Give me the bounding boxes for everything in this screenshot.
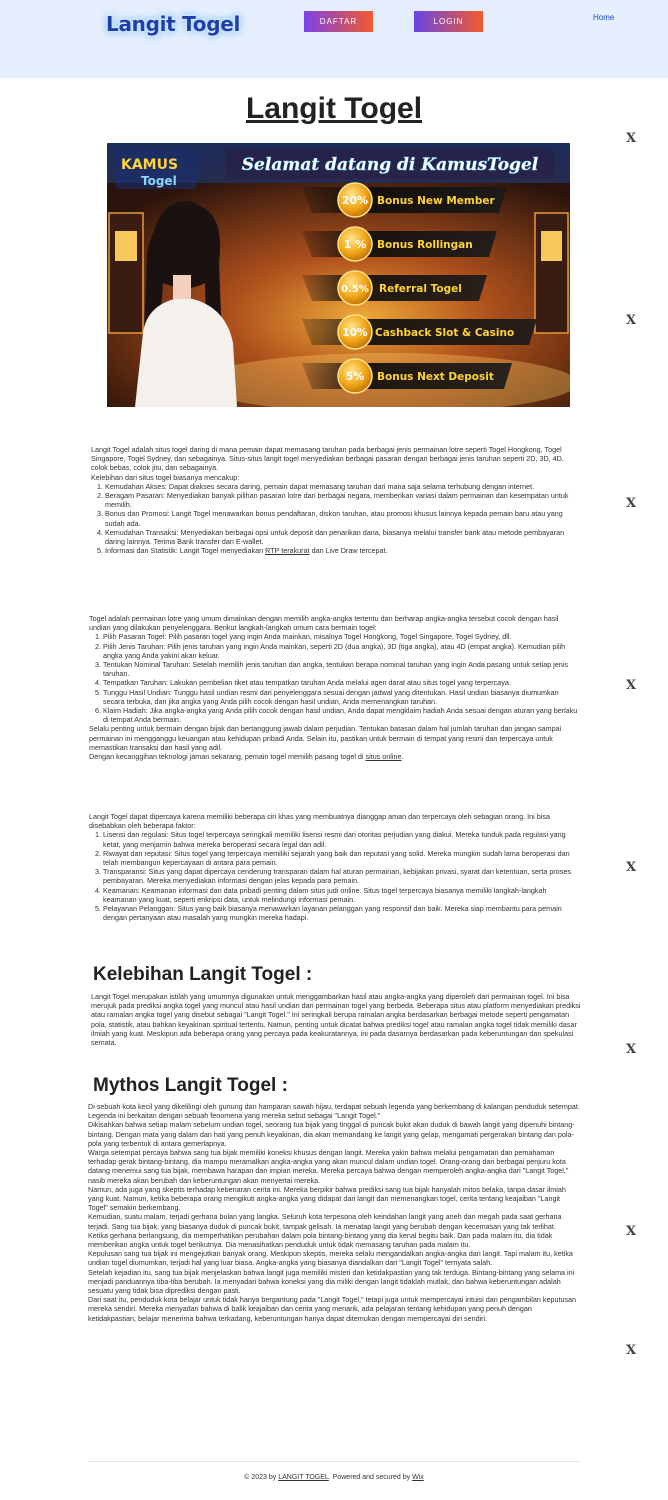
section1-intro: Langit Togel adalah situs togel daring di mana pemain dapat memasang taruhan pada berbagai jenis permainan lotre seperti Togel Hongkong, Togel Singapore, Togel Sydney, dan sebagainya. Situs-situs langit togel menyediakan berbagai pasaran dengan berbagai jenis taruhan seperti 2D, 3D, 4D, colok bebas, colok jitu, dan sebagainya. <box>91 445 564 473</box>
item-text: dan Live Draw tercepat. <box>309 546 388 556</box>
section-kelebihan <box>91 992 581 1047</box>
svg-text:Referral Togel: Referral Togel <box>379 283 462 295</box>
item-text: Informasi dan Statistik: Langit Togel menyediakan <box>105 546 266 556</box>
list-item: 5. Tunggu Hasil Undian: Tunggu hasil undian resmi dari penyelenggara sesuai dengan jadwal yang ditentukan. Hasil undian biasanya diumumkan secara terbuka, dan jika angka yang Anda pilih cocok dengan hasil undian, Anda memenangkan taruhan. <box>103 688 581 706</box>
list-item: 4. Keamanan: Keamanan informasi dan data pribadi penting dalam situs judi online. Situs togel terpercaya biasanya memiliki langkah-langkah keamanan yang kuat, seperti enkripsi data, untuk melindungi informasi pemain. <box>103 886 581 904</box>
banner-brand: KAMUS <box>121 157 179 173</box>
svg-text:Cashback Slot & Casino: Cashback Slot & Casino <box>375 327 515 339</box>
list-item: 1. Pilih Pasaran Togel: Pilih pasaran togel yang ingin Anda mainkan, misalnya Togel Hongkong, Togel Singapore, Togel Sydney, dll. <box>103 632 581 641</box>
mythos-heading: Mythos Langit Togel : <box>93 1075 288 1096</box>
svg-text:5%: 5% <box>345 370 365 383</box>
section-howto <box>89 614 581 761</box>
footer-text: © 2023 by <box>244 1474 279 1481</box>
side-x-icon[interactable]: X <box>626 860 637 875</box>
svg-text:Bonus New Member: Bonus New Member <box>377 195 495 207</box>
footer-text: . Powered and secured by <box>328 1474 413 1481</box>
section-trust <box>89 812 581 922</box>
list-item: 3. Transparansi: Situs yang dapat dipercaya cenderung transparan dalam hal aturan permainan, kebijakan privasi, syarat dan ketentuan, serta proses pembayaran. Mereka menyediakan informasi dengan jelas kepada para pemain. <box>103 867 581 885</box>
svg-text:Bonus Next Deposit: Bonus Next Deposit <box>377 371 494 383</box>
list-item: 5. Pelayanan Pelanggan: Situs yang baik biasanya menawarkan layanan pelanggan yang responsif dan baik. Mereka siap membantu para pemain dengan pertanyaan atau masalah yang mungkin mereka hadapi. <box>103 904 581 922</box>
section2-intro: Togel adalah permainan lotre yang umum dimainkan dengan memilih angka-angka tertentu dan berharap angka-angka tersebut cocok dengan hasil undian yang dilakukan penyelenggara. Berikut langkah-langkah umum cara bermain togel: <box>89 614 559 633</box>
section2-outro: Selalu penting untuk bermain dengan bijak dan bertanggung jawab dalam perjudian. Tentukan batasan dalam hal jumlah taruhan dan jangan sampai permainan ini mengganggu keuangan atau kehidupan pribadi Anda. Selain itu, pastikan untuk bermain di tempat yang resmi dan terpercaya untuk memastikan transaksi dan hasil yang adil. <box>89 724 562 752</box>
list-item: 1. Kemudahan Akses: Dapat diakses secara daring, pemain dapat memasang taruhan dari mana saja selama terhubung dengan internet. <box>105 482 581 491</box>
side-x-icon[interactable]: X <box>626 131 637 146</box>
section-mythos <box>88 1102 581 1323</box>
list-item: 3. Tentukan Nominal Taruhan: Setelah memilih jenis taruhan dan angka, tentukan berapa nominal taruhan yang ingin Anda pasang untuk setiap jenis taruhan. <box>103 660 581 678</box>
closing-text: . <box>401 752 404 762</box>
side-x-icon[interactable]: X <box>626 1343 637 1358</box>
section1-list <box>91 482 581 556</box>
list-item: 3. Bonus dan Promosi: Langit Togel menawarkan bonus pendaftaran, diskon taruhan, atau promosi khusus lainnya kepada pemain baru atau yang sudah ada. <box>105 509 581 527</box>
footer-divider <box>88 1461 580 1462</box>
mythos-paragraph: Setelah kejadian itu, sang tua bijak menjelaskan bahwa langit juga memiliki misteri dan ketidakpastian yang tak terduga. Bintang-bintang yang selama ini menjadi panduannya tiba-tiba berubah. Ia menyadari bahwa koneksi yang dia miliki dengan langit tidaklah mutlak, dan bahwa keberuntungan adalah sesuatu yang tidak bisa diprediksi dengan pasti. <box>88 1267 575 1296</box>
mythos-paragraph: Dikisahkan bahwa setiap malam sebelum undian togel, seorang tua bijak yang tinggal di puncak bukit akan duduk di bawah langit yang dipenuhi bintang-bintang. Dengan mata yang dalam dan hati yang penuh keyakinan, dia akan memandang ke langit yang gelap, mengamati pergerakan bintang dan pola-pola yang terbentuk di antara gemerlapnya. <box>88 1120 575 1148</box>
footer-site-link[interactable]: LANGIT TOGEL <box>278 1474 329 1481</box>
banner-welcome: Selamat datang di KamusTogel <box>241 155 539 175</box>
site-logo[interactable]: Langit Togel <box>106 12 241 36</box>
section2-list <box>89 632 581 724</box>
section4-text: Langit Togel merupakan istilah yang umumnya digunakan untuk menggambarkan hasil atau angka-angka yang diperoleh dari permainan togel. Ini bisa merujuk pada prediksi angka togel yang muncul atau hasil undian dari permainan togel yang berbeda. Beberapa situs atau platform menyediakan prediksi atau ramalan angka togel yang disebut sebagai "Langit Togel." Ini seringkali berupa ramalan angka berdasarkan berbagai metode seperti pengamatan pola, statistik, atau bahkan keyakinan spiritual tertentu. Namun, penting untuk dicatat bahwa prediksi togel atau ramalan angka togel tidak memiliki dasar ilmiah yang kuat. Meskipun ada beberapa orang yang percaya pada keakuratannya, ini pada dasarnya berdasarkan pada keberuntungan dan spekulasi semata. <box>91 992 581 1048</box>
page-title: Langit Togel <box>245 92 423 125</box>
footer-wix-link[interactable]: Wix <box>412 1474 424 1481</box>
promo-banner[interactable] <box>107 143 570 407</box>
mythos-paragraph: Dari saat itu, penduduk kota belajar untuk tidak hanya bergantung pada "Langit Togel," tetapi juga untuk mempercayai intuisi dan pengambilan keputusan mereka sendiri. Mereka menyadari bahwa di balik keajaiban dan cerita yang menarik, ada pelajaran tentang kehidupan yang penuh dengan ketidakpastian, belajar menerima bahwa terkadang, keberuntungan hanya dapat ditemukan dengan mempercayai diri sendiri. <box>88 1295 577 1323</box>
list-item: 2. Beragam Pasaran: Menyediakan banyak pilihan pasaran lotre dari berbagai negara, memberikan variasi dalam permainan dan kesempatan untuk memilih. <box>105 491 581 509</box>
list-item: 2. Pilih Jenis Taruhan: Pilih jenis taruhan yang ingin Anda mainkan, seperti 2D (dua angka), 3D (tiga angka), atau 4D (empat angka). Kemudian pilih angka yang Anda yakini akan keluar. <box>103 642 581 660</box>
side-x-icon[interactable]: X <box>626 496 637 511</box>
side-x-icon[interactable]: X <box>626 313 637 328</box>
side-x-icon[interactable]: X <box>626 678 637 693</box>
bonus-row <box>302 183 507 217</box>
daftar-button[interactable]: DAFTAR <box>304 11 373 32</box>
svg-text:10%: 10% <box>342 327 368 339</box>
bonus-row <box>302 271 487 305</box>
rtp-link[interactable]: RTP terakurat <box>265 546 310 556</box>
section2-closing <box>89 752 581 761</box>
bonus-row <box>302 359 512 393</box>
section3-intro: Langit Togel dapat dipercaya karena memiliki beberapa ciri khas yang membuatnya dianggap aman dan terpercaya oleh sebagian orang. Ini bisa disebabkan oleh beberapa faktor: <box>89 812 550 831</box>
list-item: 4. Kemudahan Transaksi: Menyediakan berbagai opsi untuk deposit dan penarikan dana, biasanya melalui transfer bank atau metode pembayaran daring lainnya. Terima Bank transfer dan E-wallet. <box>105 528 581 546</box>
side-x-icon[interactable]: X <box>626 1042 637 1057</box>
footer <box>0 1474 668 1481</box>
list-item <box>105 546 581 555</box>
mythos-paragraph: Namun, ada juga yang skeptis terhadap kebenaran cerita ini. Mereka berpikir bahwa prediksi sang tua bijak hanyalah mitos belaka, tanpa dasar ilmiah yang kuat. Namun, ketika beberapa orang mengikuti angka-angka yang didapat dari langit dan memenangkan togel, cerita tentang keajaiban "Langit Togel" semakin berkembang. <box>88 1184 566 1213</box>
promo-banner-graphic <box>107 143 570 407</box>
nav-home-link[interactable]: Home <box>593 13 615 22</box>
closing-text: Dengan kecanggihan teknologi jaman sekarang, pemain togel memilih pasang togel di <box>89 752 366 762</box>
section1-lead: Kelebihan dari situs togel biasanya mencakup: <box>91 472 240 482</box>
section3-list <box>89 830 581 922</box>
mythos-paragraph: Di sebuah kota kecil yang dikelilingi oleh gunung dan hamparan sawah hijau, terdapat sebuah legenda yang berkembang di kalangan penduduk setempat. Legenda ini berkaitan dengan sebuah fenomena yang mereka sebut sebagai "Langit Togel." <box>88 1102 580 1121</box>
list-item: 1. Lisensi dan regulasi: Situs togel terpercaya seringkali memiliki lisensi resmi dari otoritas perjudian yang diakui. Mereka tunduk pada regulasi yang ketat, yang menjamin bahwa mereka beroperasi secara legal dan adil. <box>103 830 581 848</box>
section-intro <box>91 445 581 555</box>
situs-online-link[interactable]: situs online <box>365 752 402 762</box>
svg-text:1 %: 1 % <box>343 238 367 251</box>
list-item: 6. Klaim Hadiah: Jika angka-angka yang Anda pilih cocok dengan hasil undian, Anda dapat mengklaim hadiah Anda sesuai dengan aturan yang berlaku di tempat Anda bermain. <box>103 706 581 724</box>
bonus-row <box>302 315 537 349</box>
mythos-paragraph: Kepulusan sang tua bijak ini mengejutkan banyak orang. Meskipun skeptis, mereka selalu mengandalkan angka-angka dari langit. Tapi malam itu, ketika undian togel diumumkan, terjadi hal yang luar biasa. Angka-angka yang biasanya diandalkan dari "Langit Togel" ternyata salah. <box>88 1249 573 1268</box>
list-item: 4. Tempatkan Taruhan: Lakukan pembelian tiket atau tempatkan taruhan Anda melalui agen darat atau situs togel yang terpercaya. <box>103 678 581 687</box>
mythos-paragraph: Ketika gerhana berlangsung, dia memperhatikan perubahan dalam pola bintang-bintang yang dia kenal begitu baik. Dan pada malam itu, dia tidak memberikan angka untuk togel berikutnya. Dia menasihatkan penduduk untuk tidak memasang taruhan pada malam itu. <box>88 1230 553 1250</box>
mythos-paragraph: Warga setempat percaya bahwa sang tua bijak memiliki koneksi khusus dengan langit. Mereka yakin bahwa melalui pengamatan dan pemahaman terhadap gerak bintang-bintang, dia mampu meramalkan angka-angka yang akan muncul dalam undian togel. Orang-orang dari berbagai penjuru kota datang menemui sang tua bijak, membawa harapan dan impian mereka. Mereka percaya bahwa dengan memperoleh angka-angka dari "Langit Togel," nasib mereka akan berubah dan keberuntungan akan menyertai mereka. <box>88 1148 569 1185</box>
svg-text:20%: 20% <box>341 194 369 207</box>
list-item: 2. Riwayat dan reputasi: Situs togel yang terpercaya memiliki sejarah yang baik dan reputasi yang solid. Mereka mungkin sudah lama beroperasi dan telah membangun kepercayaan di antara para pemain. <box>103 849 581 867</box>
mythos-paragraph: Kemudian, suatu malam, terjadi gerhana bulan yang langka. Seluruh kota terpesona oleh keindahan langit yang aneh dan megah pada saat gerhana terjadi. Sang tua bijak, yang biasanya duduk di puncak bukit, tampak gelisah. Ia menatap langit yang berubah dengan kecemasan yang tak terlihat. <box>88 1212 562 1231</box>
kelebihan-heading: Kelebihan Langit Togel : <box>93 964 313 985</box>
svg-text:Bonus Rollingan: Bonus Rollingan <box>377 239 473 251</box>
login-button[interactable]: LOGIN <box>414 11 483 32</box>
bonus-row <box>302 227 497 261</box>
header-bar <box>0 0 668 78</box>
svg-text:Togel: Togel <box>141 174 177 188</box>
side-x-icon[interactable]: X <box>626 1224 637 1239</box>
svg-text:0.5%: 0.5% <box>341 284 369 295</box>
